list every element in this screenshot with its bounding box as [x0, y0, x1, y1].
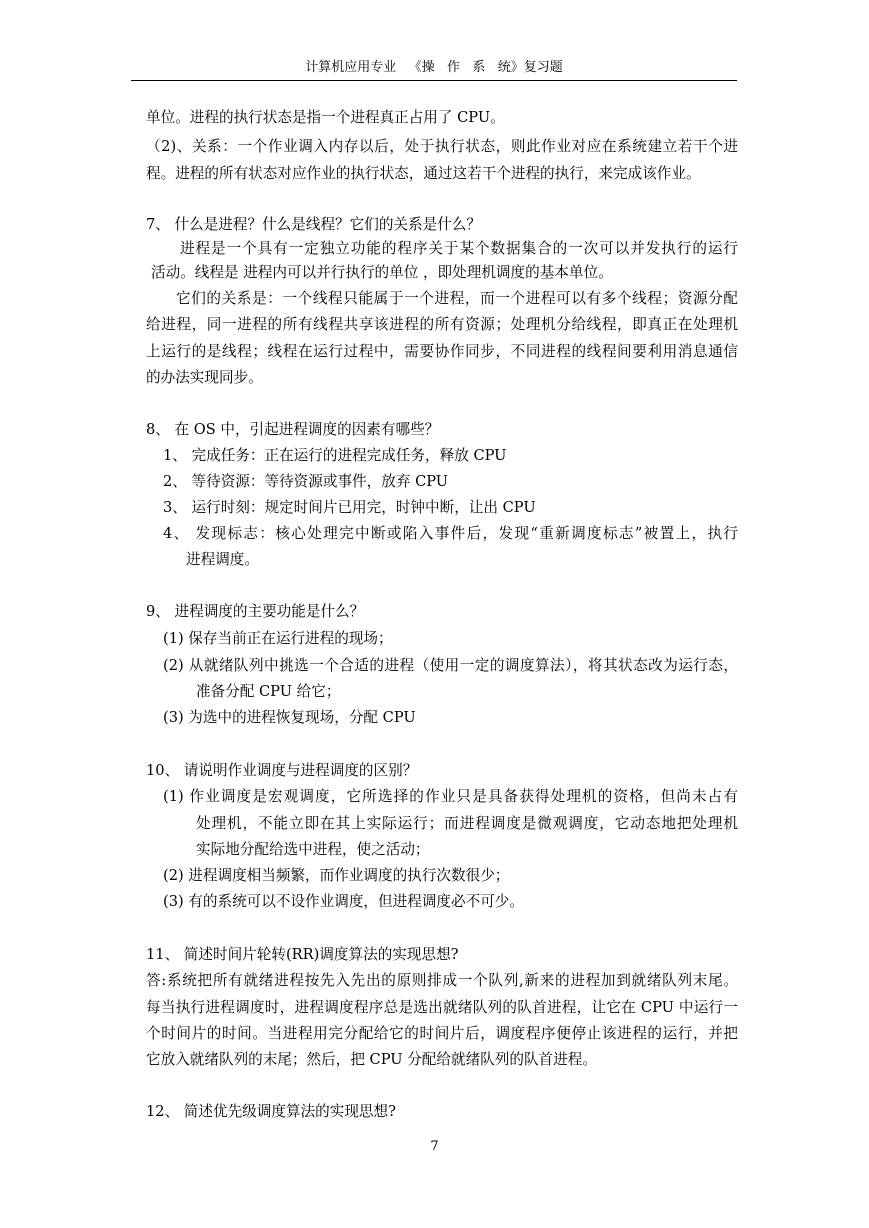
- text-line: 处理机，不能立即在其上实际运行；而进程调度是微观调度，它动态地把处理机: [196, 815, 738, 832]
- answer-line: 答:系统把所有就绪进程按先入先出的原则排成一个队列,新来的进程加到就绪队列末尾。: [146, 972, 738, 989]
- answer-line: 每当执行进程调度时，进程调度程序总是选出就绪队列的队首进程，让它在 CPU 中运行一: [146, 999, 738, 1016]
- list-item: 2、 等待资源：等待资源或事件，放弃 CPU: [163, 473, 449, 490]
- list-item: (2) 进程调度相当频繁，而作业调度的执行次数很少；: [163, 867, 510, 884]
- question-heading-7: 7、 什么是进程？什么是线程？它们的关系是什么？: [146, 216, 481, 233]
- question-heading-8: 8、 在 OS 中，引起进程调度的因素有哪些？: [146, 421, 440, 438]
- question-heading-11: 11、 简述时间片轮转(RR)调度算法的实现思想?: [146, 946, 459, 963]
- list-item: (2) 从就绪队列中挑选一个合适的进程（使用一定的调度算法），将其状态改为运行态，: [163, 657, 738, 674]
- text-line: 程。进程的所有状态对应作业的执行状态，通过这若干个进程的执行，来完成该作业。: [146, 165, 701, 182]
- answer-line: 它放入就绪队列的末尾；然后，把 CPU 分配给就绪队列的队首进程。: [146, 1051, 597, 1068]
- text-line: 活动。线程是 进程内可以并行执行的单位 ，即处理机调度的基本单位。: [151, 264, 613, 281]
- list-item: 4、 发现标志：核心处理完中断或陷入事件后，发现“重新调度标志”被置上，执行: [163, 525, 738, 542]
- text-line: 实际地分配给选中进程，使之活动；: [196, 841, 430, 858]
- list-item: (3) 有的系统可以不设作业调度，但进程调度必不可少。: [163, 893, 524, 910]
- question-heading-10: 10、 请说明作业调度与进程调度的区别？: [146, 762, 418, 779]
- text-line: 单位。进程的执行状态是指一个进程真正占用了 CPU。: [146, 109, 505, 126]
- text-line: （2)、关系：一个作业调入内存以后，处于执行状态，则此作业对应在系统建立若干个进: [146, 138, 738, 155]
- page-header-title: 计算机应用专业 《操 作 系 统》复习题: [305, 60, 563, 75]
- text-line: 它们的关系是：一个线程只能属于一个进程，而一个进程可以有多个线程；资源分配: [176, 290, 738, 307]
- page-header: [131, 60, 737, 81]
- list-item: (1) 保存当前正在运行进程的现场；: [163, 630, 393, 647]
- text-line: 的办法实现同步。: [146, 369, 263, 386]
- text-line: 给进程，同一进程的所有线程共享该进程的所有资源；处理机分给线程，即真正在处理机: [146, 316, 738, 333]
- text-line: 上运行的是线程；线程在运行过程中，需要协作同步，不同进程的线程间要利用消息通信: [146, 343, 738, 360]
- page-number: 7: [430, 1139, 439, 1154]
- text-line: 进程调度。: [186, 551, 259, 568]
- list-item: (3) 为选中的进程恢复现场，分配 CPU: [163, 709, 416, 726]
- list-item: 3、 运行时刻：规定时间片已用完，时钟中断，让出 CPU: [163, 499, 536, 516]
- question-heading-12: 12、 简述优先级调度算法的实现思想?: [146, 1103, 396, 1120]
- text-line: 进程是一个具有一定独立功能的程序关于某个数据集合的一次可以并发执行的运行: [180, 240, 738, 257]
- answer-line: 个时间片的时间。当进程用完分配给它的时间片后，调度程序便停止该进程的运行，并把: [146, 1025, 738, 1042]
- question-heading-9: 9、 进程调度的主要功能是什么？: [146, 603, 365, 620]
- text-line: 准备分配 CPU 给它；: [196, 683, 341, 700]
- list-item: (1) 作业调度是宏观调度，它所选择的作业只是具备获得处理机的资格，但尚未占有: [163, 788, 738, 805]
- list-item: 1、 完成任务：正在运行的进程完成任务，释放 CPU: [163, 447, 507, 464]
